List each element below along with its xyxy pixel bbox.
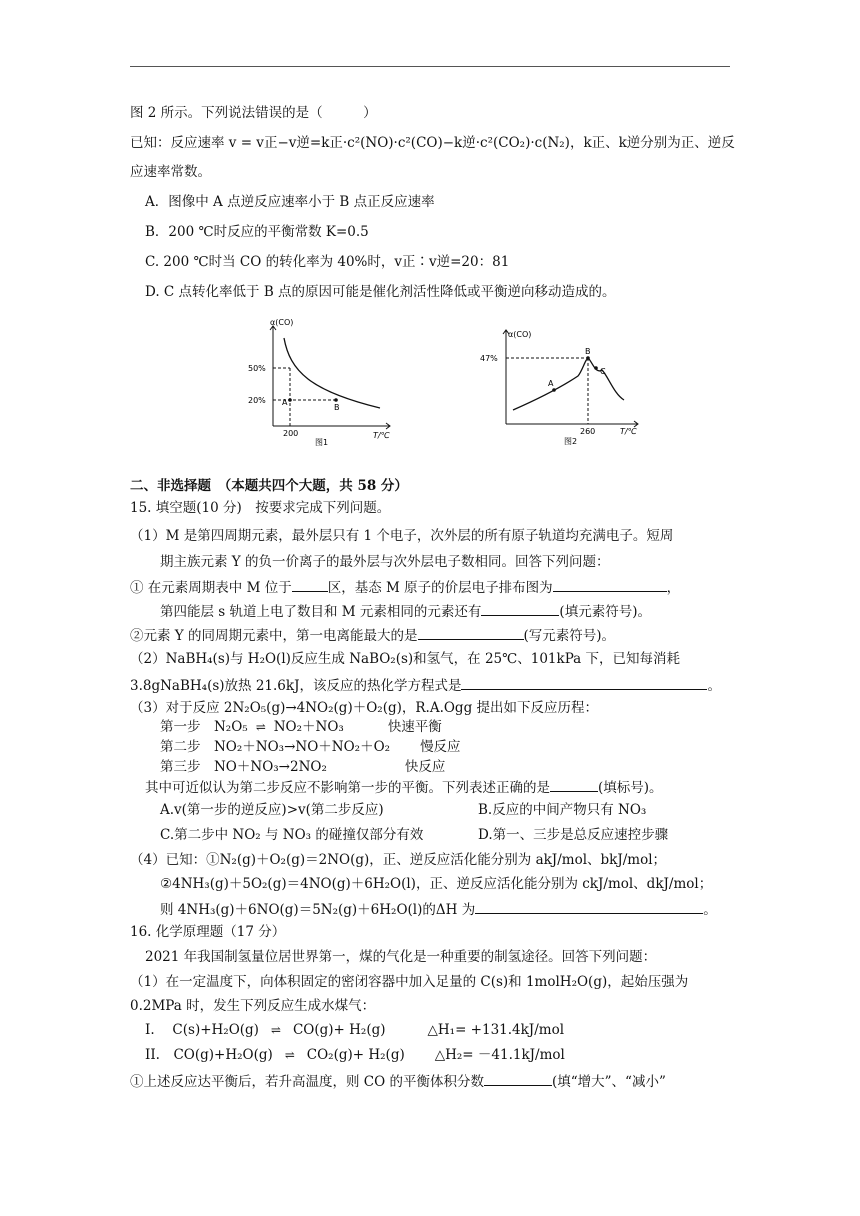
q15-part1-c-text2: 区，基态 M 原子的价层电子排布图为: [327, 580, 553, 596]
fig1-tick-200: 200: [283, 429, 299, 438]
option-3b: B.反应的中间产物只有 NO₃: [478, 802, 647, 818]
fig2-tick-47: 47%: [480, 354, 498, 363]
q16-heading: 16. 化学原理题（17 分）: [130, 924, 286, 940]
step-2-note: 慢反应: [420, 739, 461, 755]
equilibrium-arrow-icon: ⇌: [255, 720, 266, 734]
blank-correct-option[interactable]: [550, 777, 598, 792]
fig2-point-b: B: [585, 347, 591, 356]
fig1-xlabel: T/℃: [373, 431, 390, 440]
fig1-tick-20: 20%: [248, 396, 266, 405]
rate-law-line-cont: 应速率常数。: [130, 164, 211, 180]
q15-part2-b-text2: 。: [707, 678, 721, 694]
q15-part3-b: [145, 777, 663, 797]
fig1-ylabel: α(CO): [270, 318, 294, 327]
q15-part1-a: （1）M 是第四周期元素，最外层只有 1 个电子，次外层的所有原子轨道均充满电子。短周: [130, 528, 674, 544]
fig1-tick-50: 50%: [248, 364, 266, 373]
reaction-2: [145, 1046, 565, 1064]
blank-first-ionization[interactable]: [418, 625, 524, 640]
step-1-right: NO₂＋NO₃: [273, 719, 344, 735]
reaction-1-right: CO(g)+ H₂(g): [292, 1022, 386, 1038]
q15-part4-b: ②4NH₃(g)＋5O₂(g)＝4NO(g)＋6H₂O(l)，正、逆反应活化能分别为 ckJ/mol、dkJ/mol；: [160, 876, 713, 892]
q15-part4-c-text2: 。: [703, 902, 717, 918]
option-a: A．图像中 A 点逆反应速率小于 B 点正反应速率: [145, 194, 435, 210]
step-2: [160, 738, 461, 756]
blank-co-fraction[interactable]: [484, 1071, 552, 1086]
q15-part2-b: [130, 675, 721, 695]
q16-part1-c-text1: ①上述反应达平衡后，若升高温度，则 CO 的平衡体积分数: [130, 1074, 484, 1090]
q15-part1-e-text1: ②元素 Y 的同周期元素中，第一电离能最大的是: [130, 628, 418, 644]
fig2-ylabel: α(CO): [508, 330, 532, 339]
section-2-heading: 二、非选择题 （本题共四个大题，共 58 分）: [130, 478, 408, 494]
reaction-1: [145, 1021, 564, 1039]
question-stem: 图 2 所示。下列说法错误的是（ ）: [130, 105, 377, 121]
fig2-point-c: C: [600, 367, 606, 376]
option-b: B．200 ℃时反应的平衡常数 K=0.5: [145, 224, 369, 240]
q15-part4-c: [160, 899, 717, 919]
q15-part1-c-text3: ，: [666, 580, 681, 596]
option-c: C. 200 ℃时当 CO 的转化率为 40%时，v正∶v逆=20：81: [145, 254, 510, 270]
step-3-note: 快反应: [404, 759, 446, 775]
option-3c: C.第二步中 NO₂ 与 NO₃ 的碰撞仅部分有效: [160, 827, 424, 843]
q16-part1-c-text2: (填“增大”、“减小”: [551, 1074, 666, 1090]
q15-part1-d: [160, 601, 651, 621]
step-2-eq: 第二步 NO₂＋NO₃→NO＋NO₂＋O₂: [160, 739, 391, 755]
blank-valence-diagram[interactable]: [553, 577, 667, 592]
equilibrium-arrow-icon: ⇌: [284, 1048, 295, 1062]
q15-part1-e-text2: (写元素符号)。: [523, 628, 616, 644]
option-3d: D.第一、三步是总反应速控步骤: [478, 827, 669, 843]
q15-part1-c: [130, 577, 680, 597]
header-rule: [130, 66, 730, 67]
step-1: [160, 718, 442, 736]
q16-part1-b: 0.2MPa 时，发生下列反应生成水煤气：: [130, 998, 376, 1014]
blank-thermo-equation[interactable]: [461, 675, 707, 690]
reaction-2-dh: △H₂= －41.1kJ/mol: [434, 1047, 565, 1063]
option-d: D. C 点转化率低于 B 点的原因可能是催化剂活性降低或平衡逆向移动造成的。: [145, 284, 616, 300]
reaction-1-dh: △H₁= +131.4kJ/mol: [427, 1022, 565, 1038]
figure-2: [478, 324, 648, 448]
q15-part1-c-text1: ① 在元素周期表中 M 位于: [130, 580, 292, 596]
blank-delta-h[interactable]: [475, 899, 703, 914]
fig1-caption: 图1: [315, 438, 329, 447]
q16-part1-a: （1）在一定温度下，向体积固定的密闭容器中加入足量的 C(s)和 1molH₂O(g)，起始压强为: [130, 974, 689, 990]
rate-law-line: 已知：反应速率 v = v正−v逆=k正·c²(NO)·c²(CO)−k逆·c²(CO₂)·c(N₂)，k正、k逆分别为正、逆反: [130, 135, 735, 151]
fig2-point-a: A: [548, 379, 554, 388]
step-3: [160, 758, 445, 776]
figure-1: [240, 316, 400, 450]
blank-m-block[interactable]: [292, 577, 328, 592]
q16-intro: 2021 年我国制氢量位居世界第一，煤的气化是一种重要的制氢途径。回答下列问题：: [145, 949, 657, 965]
q15-part4-c-text1: 则 4NH₃(g)＋6NO(g)＝5N₂(g)＋6H₂O(l)的ΔH 为: [160, 902, 476, 918]
q15-part1-d-text1: 第四能层 s 轨道上电了数目和 M 元素相同的元素还有: [160, 604, 482, 620]
step-1-left: 第一步 N₂O₅: [160, 719, 248, 735]
q15-part3-b-text1: 其中可近似认为第二步反应不影响第一步的平衡。下列表述正确的是: [145, 780, 550, 796]
q15-part1-e: [130, 625, 615, 645]
reaction-2-left: II. CO(g)+H₂O(g): [145, 1047, 273, 1063]
q15-part2-b-text1: 3.8gNaBH₄(s)放热 21.6kJ，该反应的热化学方程式是: [130, 678, 462, 694]
q15-heading: 15. 填空题(10 分) 按要求完成下列问题。: [130, 500, 391, 516]
q15-part3-a: （3）对于反应 2N₂O₅(g)→4NO₂(g)＋O₂(g)，R.A.Ogg 提出如下反应历程：: [130, 700, 599, 716]
q15-part1-d-text2: (填元素符号)。: [559, 604, 651, 620]
step-1-note: 快速平衡: [387, 719, 442, 735]
fig1-point-a: A: [282, 398, 288, 407]
q15-part4-a: （4）已知：①N₂(g)＋O₂(g)＝2NO(g)，正、逆反应活化能分别为 akJ/mol、bkJ/mol；: [130, 852, 667, 868]
q15-part3-b-text2: (填标号)。: [598, 780, 663, 796]
fig2-caption: 图2: [564, 437, 578, 446]
fig2-tick-260: 260: [580, 427, 596, 436]
reaction-2-right: CO₂(g)+ H₂(g): [306, 1047, 405, 1063]
reaction-1-left: I. C(s)+H₂O(g): [145, 1022, 259, 1038]
q15-part2-a: （2）NaBH₄(s)与 H₂O(l)反应生成 NaBO₂(s)和氢气，在 25℃、101kPa 下，已知每消耗: [130, 651, 681, 667]
fig1-point-b: B: [334, 403, 340, 412]
q15-part1-b: 期主族元素 Y 的负一价离子的最外层与次外层电子数相同。回答下列问题：: [160, 554, 610, 570]
fig2-xlabel: T/℃: [620, 427, 637, 436]
q16-part1-c: [130, 1071, 666, 1091]
equilibrium-arrow-icon: ⇌: [270, 1023, 281, 1037]
option-3a: A.v(第一步的逆反应)>v(第二步反应): [160, 802, 384, 818]
step-3-eq: 第三步 NO＋NO₃→2NO₂: [160, 759, 327, 775]
blank-same-4s-elements[interactable]: [481, 601, 559, 616]
